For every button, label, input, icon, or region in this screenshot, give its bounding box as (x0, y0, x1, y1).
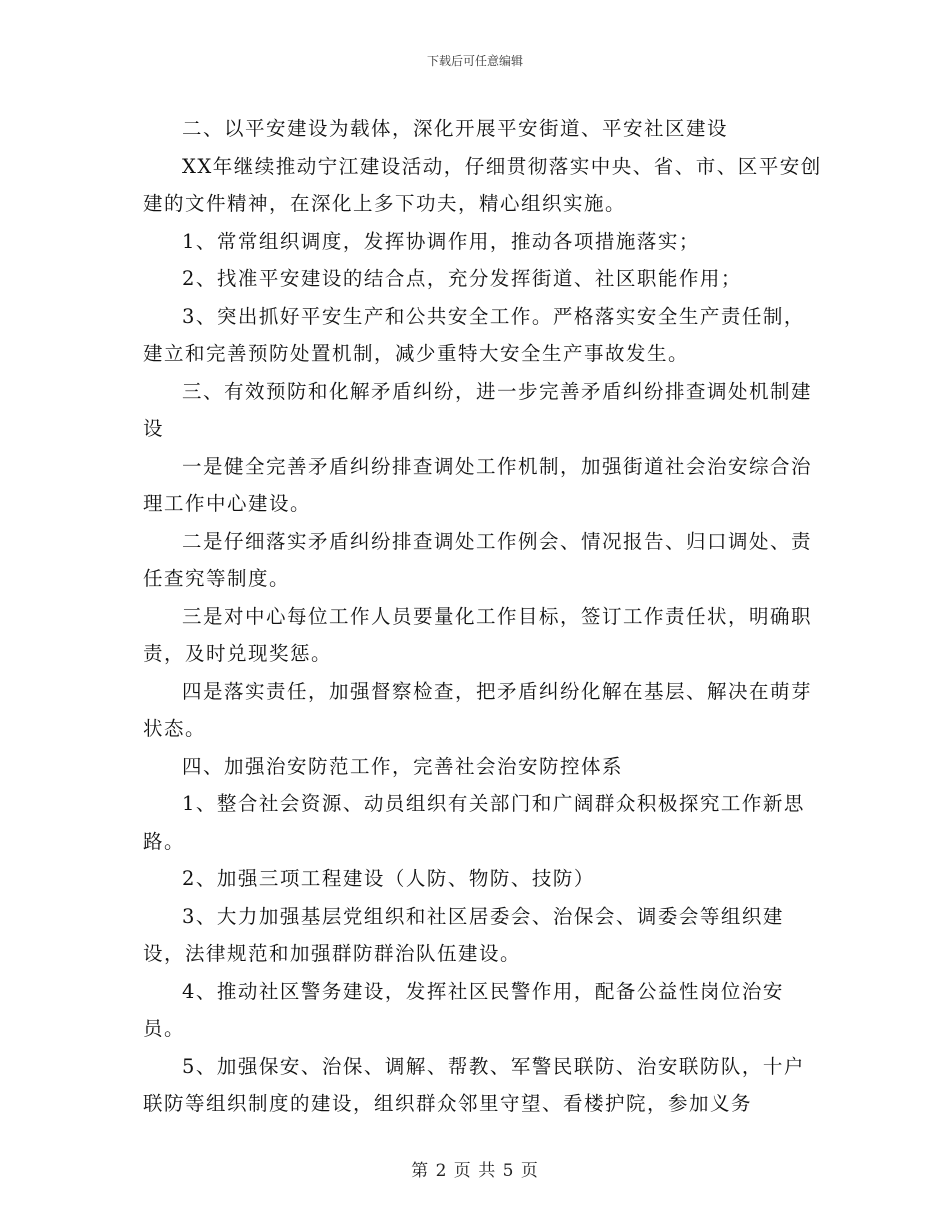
list-item: 3、大力加强基层党组织和社区居委会、治保会、调委会等组织建设，法律规范和加强群防群治队伍建设。 (143, 904, 784, 965)
list-item: 2、加强三项工程建设（人防、物防、技防） (182, 867, 595, 890)
section-heading-4: 四、加强治安防范工作，完善社会治安防控体系 (182, 754, 624, 778)
paragraph: 三是对中心每位工作人员要量化工作目标，签订工作责任状，明确职责，及时兑现奖惩。 (143, 604, 813, 665)
list-item: 1、常常组织调度，发挥协调作用，推动各项措施落实； (182, 229, 700, 253)
section-heading-2: 二、以平安建设为载体，深化开展平安街道、平安社区建设 (182, 117, 729, 140)
document-body (143, 110, 823, 1123)
paragraph: 一是健全完善矛盾纠纷排查调处工作机制，加强街道社会治安综合治理工作中心建设。 (143, 454, 813, 515)
paragraph: 二是仔细落实矛盾纠纷排查调处工作例会、情况报告、归口调处、责任查究等制度。 (143, 529, 813, 590)
list-item: 5、加强保安、治保、调解、帮教、军警民联防、治安联防队，十户联防等组织制度的建设，组织群众邻里守望、看楼护院，参加义务 (143, 1054, 805, 1115)
page-header: 下载后可任意编辑 (426, 54, 523, 68)
list-item: 4、推动社区警务建设，发挥社区民警作用，配备公益性岗位治安员。 (143, 979, 784, 1040)
list-item: 2、找准平安建设的结合点，充分发挥街道、社区职能作用； (182, 267, 742, 290)
list-item: 3、突出抓好平安生产和公共安全工作。严格落实安全生产责任制，建立和完善预防处置机制，减少重特大安全生产事故发生。 (143, 304, 805, 365)
section-heading-3: 三、有效预防和化解矛盾纠纷，进一步完善矛盾纠纷排查调处机制建设 (143, 379, 813, 440)
list-item: 1、整合社会资源、动员组织有关部门和广阔群众积极探究工作新思路。 (143, 792, 805, 853)
paragraph: 四是落实责任，加强督察检查，把矛盾纠纷化解在基层、解决在萌芽状态。 (143, 679, 813, 740)
paragraph: XX年继续推动宁江建设活动，仔细贯彻落实中央、省、市、区平安创建的文件精神，在深化上多下功夫，精心组织实施。 (143, 154, 822, 215)
page-number-footer: 第 2 页 共 5 页 (411, 1161, 539, 1181)
